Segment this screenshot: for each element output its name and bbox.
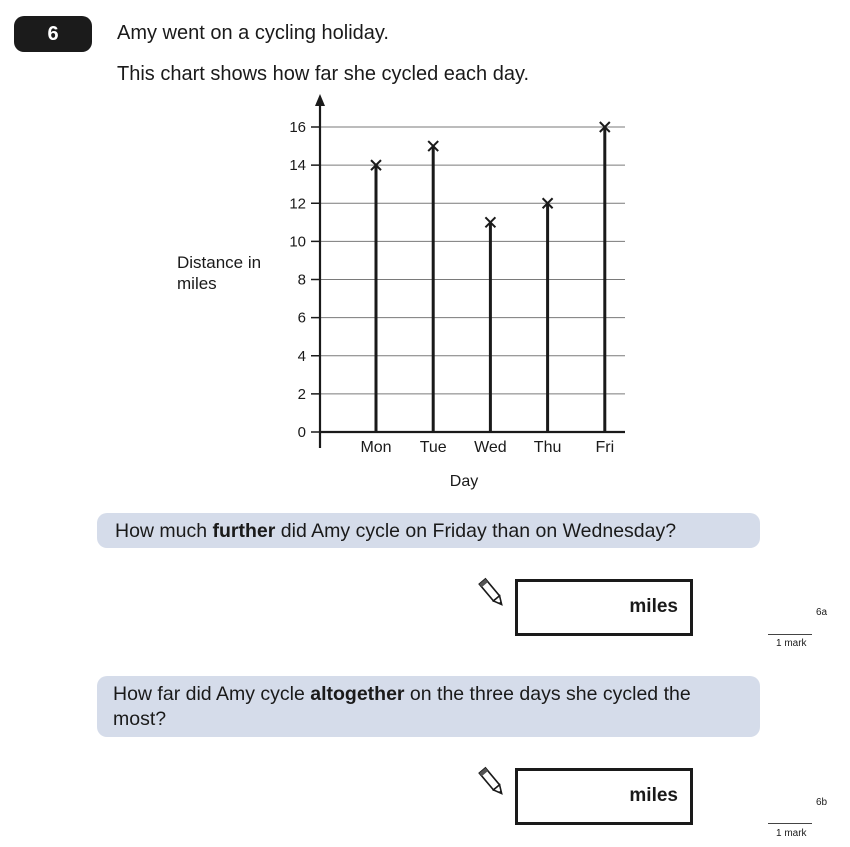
answer-b-box[interactable]	[515, 768, 693, 825]
y-tick-label: 16	[289, 119, 306, 136]
y-tick-label: 8	[297, 271, 306, 289]
x-tick-label: Thu	[533, 439, 562, 456]
y-tick-label: 14	[289, 157, 306, 175]
y-tick-label: 0	[297, 424, 306, 441]
y-tick-label: 10	[289, 233, 306, 251]
question-number-badge: 6	[14, 16, 92, 52]
y-tick-label: 12	[289, 195, 306, 213]
y-tick-label: 2	[297, 385, 306, 403]
question-a-post: did Amy cycle on Friday than on Wednesday?	[275, 520, 677, 542]
mark-id-a: 6a	[816, 607, 828, 618]
y-tick-label: 6	[297, 309, 306, 327]
pencil-icon	[478, 576, 506, 610]
y-axis-title-line-2: miles	[177, 274, 217, 293]
chart-intro-text: This chart shows how far she cycled each day.	[117, 63, 530, 85]
mark-line-a	[768, 634, 812, 635]
question-b-pre: How far did Amy cycle	[113, 683, 311, 705]
x-tick-label: Mon	[360, 439, 392, 456]
intro-text: Amy went on a cycling holiday.	[117, 22, 389, 44]
y-axis-title-line-1: Distance in	[177, 253, 262, 272]
mark-line-b	[768, 823, 812, 824]
x-tick-label: Tue	[419, 439, 447, 456]
question-b-post: on the three days she cycled the most?	[113, 683, 691, 730]
mark-id-b: 6b	[816, 797, 828, 808]
mark-text-a: 1 mark	[776, 638, 807, 649]
x-axis-title: Day	[449, 473, 479, 490]
x-tick-label: Fri	[595, 439, 615, 456]
question-a-pre: How much	[115, 520, 213, 542]
question-b-box	[97, 676, 760, 737]
question-a-bold: further	[212, 520, 276, 542]
answer-a-box[interactable]	[515, 579, 693, 636]
x-tick-label: Wed	[474, 439, 507, 456]
y-axis-arrow	[315, 94, 325, 106]
question-b-bold: altogether	[310, 683, 405, 705]
answer-a-unit: miles	[629, 596, 678, 617]
pencil-icon	[478, 765, 506, 799]
mark-text-b: 1 mark	[776, 828, 807, 839]
y-tick-label: 4	[297, 347, 306, 365]
answer-b-unit: miles	[629, 785, 678, 806]
question-a-box	[97, 513, 760, 548]
